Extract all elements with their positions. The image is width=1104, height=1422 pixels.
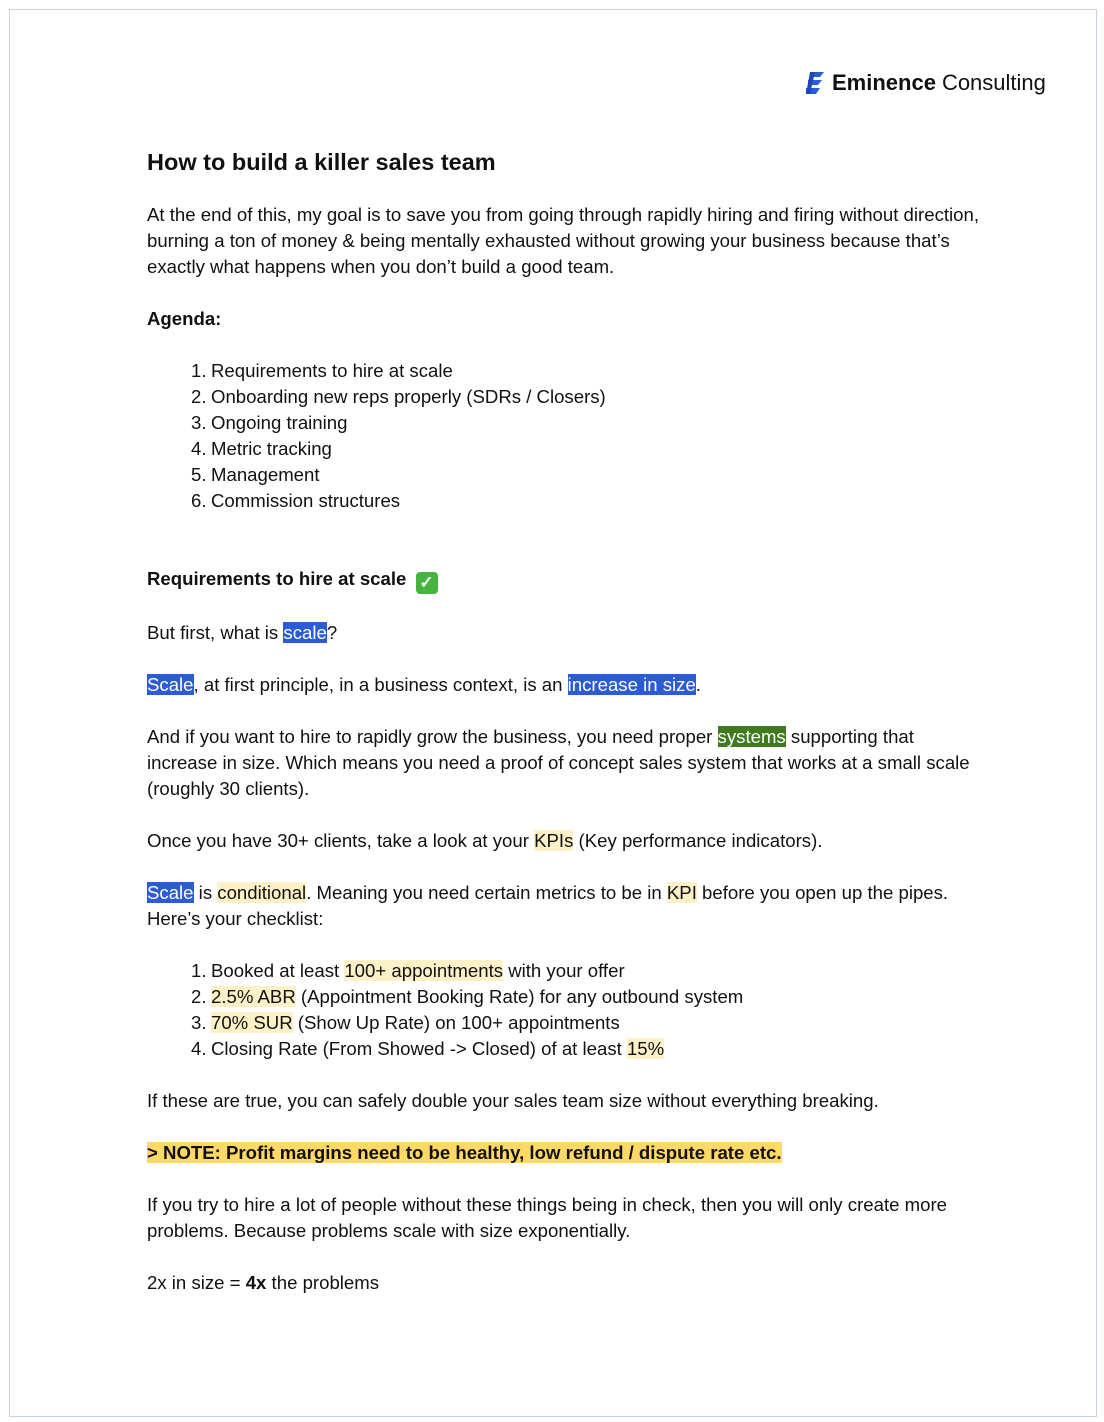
list-item: 3. Ongoing training [191,412,348,433]
document-body [147,146,987,1296]
logo-subtitle: Consulting [941,70,1046,95]
list-item: 1. Booked at least 100+ appointments with your offer [191,960,625,981]
document-page [9,9,1097,1417]
eminence-logo-icon [806,70,826,96]
paragraph-systems: And if you want to hire to rapidly grow the business, you need proper systems supporting that increase in size. Which means you need a proof of concept sales system that works at a small scale (roughly 30 clients). [147,726,970,799]
paragraph-problems: If you try to hire a lot of people without these things being in check, then you will only create more problems. Because problems scale with size exponentially. [147,1194,947,1241]
list-item: 6. Commission structures [191,490,401,511]
list-item: 5. Management [191,464,320,485]
page-title: How to build a killer sales team [147,149,496,175]
paragraph-scale-question: But first, what is scale? [147,622,338,643]
intro-paragraph: At the end of this, my goal is to save you from going through rapidly hiring and firing without direction, burning a ton of money & being mentally exhausted without growing your business because that’s exactly what happens when you don’t build a good team. [147,204,980,277]
section-heading: Requirements to hire at scale ✓ [147,566,987,594]
paragraph-scale-definition: Scale, at first principle, in a business context, is an increase in size. [147,674,701,695]
paragraph-safe-double: If these are true, you can safely double your sales team size without everything breaking. [147,1090,879,1111]
list-item: 4. Metric tracking [191,438,332,459]
note-callout: > NOTE: Profit margins need to be healthy, low refund / dispute rate etc. [147,1142,782,1163]
agenda-list [147,358,987,514]
list-item: 2. 2.5% ABR (Appointment Booking Rate) for any outbound system [191,986,744,1007]
paragraph-kpis: Once you have 30+ clients, take a look at your KPIs (Key performance indicators). [147,830,823,851]
logo-brand: Eminence [832,70,936,95]
list-item: 3. 70% SUR (Show Up Rate) on 100+ appointments [191,1012,620,1033]
paragraph-2x: 2x in size = 4x the problems [147,1272,380,1293]
company-logo [806,70,1046,96]
list-item: 4. Closing Rate (From Showed -> Closed) of at least 15% [191,1038,665,1059]
agenda-heading: Agenda: [147,308,222,329]
list-item: 1. Requirements to hire at scale [191,360,453,381]
check-mark-icon: ✓ [416,572,438,594]
list-item: 2. Onboarding new reps properly (SDRs / Closers) [191,386,606,407]
checklist [147,958,987,1062]
paragraph-conditional: Scale is conditional. Meaning you need certain metrics to be in KPI before you open up the pipes. Here’s your checklist: [147,882,949,929]
